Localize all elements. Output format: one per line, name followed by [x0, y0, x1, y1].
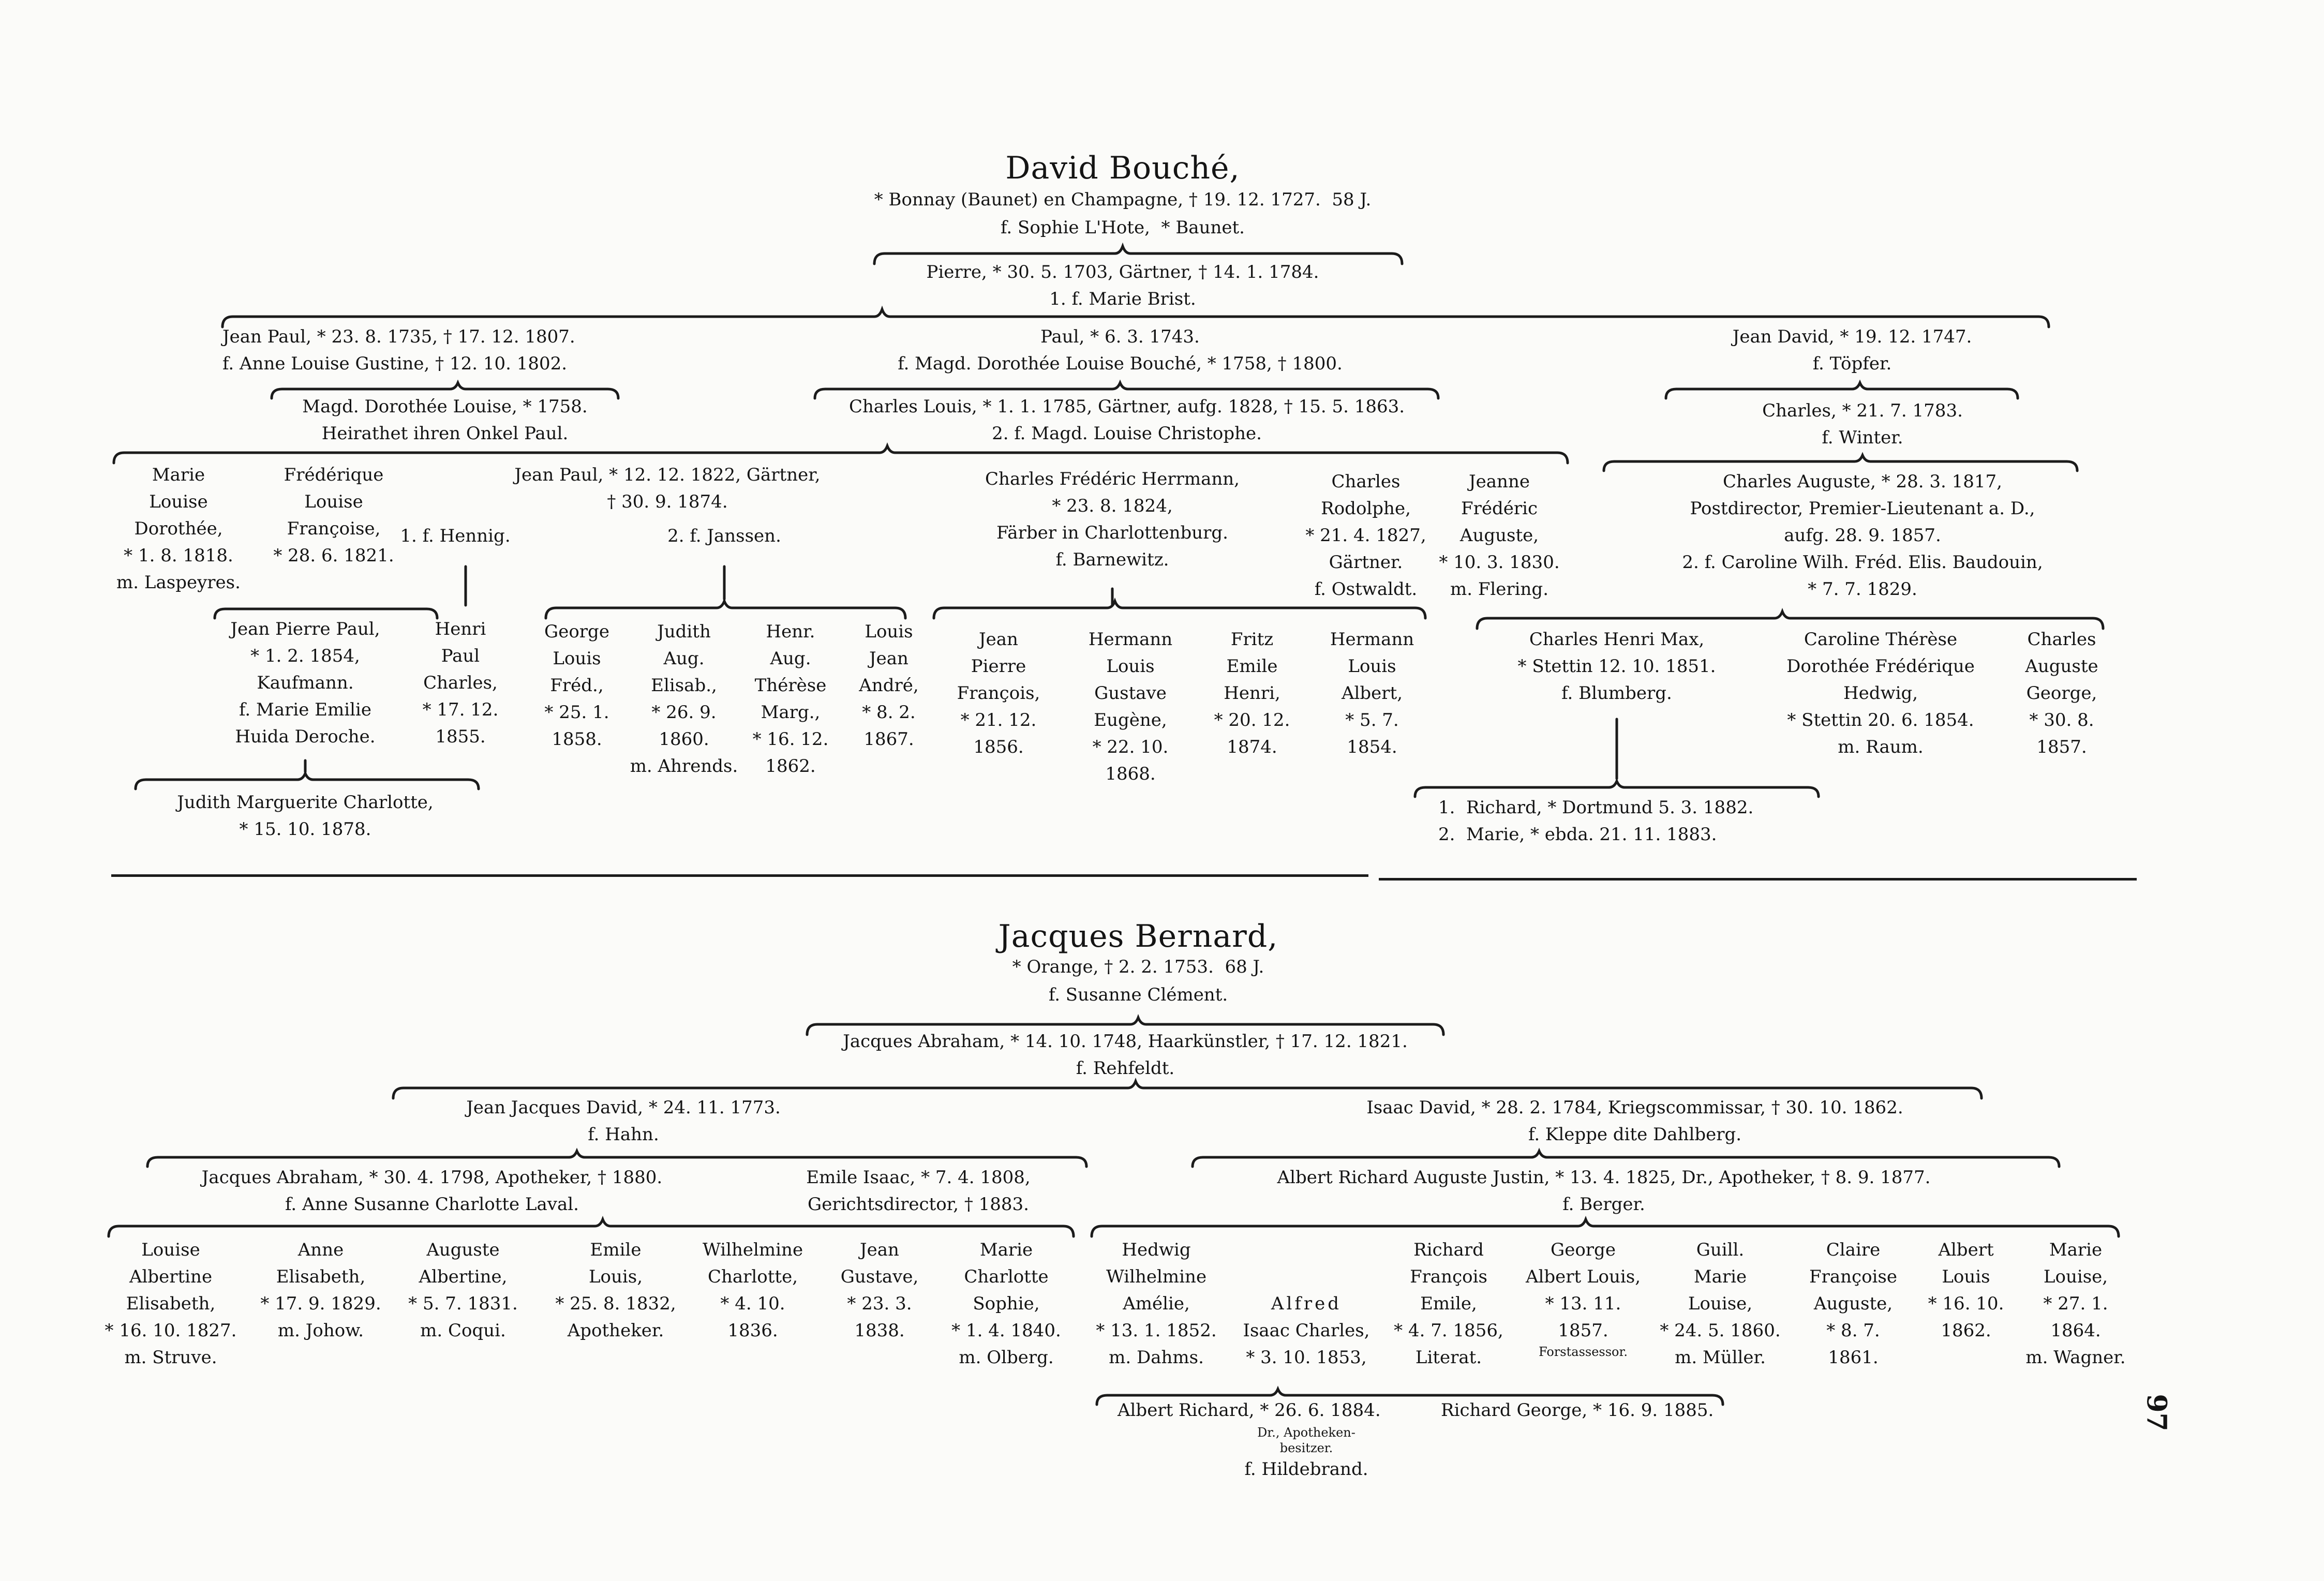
- entry-fritz: Fritz Emile Henri, * 20. 12. 1874.: [1214, 629, 1290, 757]
- founder-birth-line: * Bonnay (Baunet) en Champagne, † 19. 12. 1727. 58 J.: [874, 189, 1372, 210]
- entry-hermann-louis-albert: Hermann Louis Albert, * 5. 7. 1854.: [1330, 629, 1414, 757]
- entry-charles-auguste-george: Charles Auguste George, * 30. 8. 1857.: [2025, 629, 2098, 757]
- entry-charles-rodolphe: Charles Rodolphe, * 21. 4. 1827, Gärtner. f. Ostwaldt.: [1305, 471, 1426, 600]
- entry-henr-aug: Henr. Aug. Thérèse Marg., * 16. 12. 1862.: [752, 621, 829, 777]
- entry-pierre: Pierre, * 30. 5. 1703, Gärtner, † 14. 1. 1784. 1. f. Marie Brist.: [926, 262, 1319, 309]
- family-title-bouche: David Bouché,: [1005, 150, 1240, 186]
- page-number: 97: [2140, 1394, 2172, 1431]
- entry-claire: Claire Françoise Auguste, * 8. 7. 1861.: [1809, 1240, 1897, 1368]
- entry-albert-richard-justin: Albert Richard Auguste Justin, * 13. 4. 1825, Dr., Apotheker, † 8. 9. 1877. f. Berger.: [1277, 1167, 1931, 1215]
- entry-jean-jacques-david: Jean Jacques David, * 24. 11. 1773. f. Hahn.: [466, 1097, 781, 1145]
- entry-auguste-albertine: Auguste Albertine, * 5. 7. 1831. m. Coqui.: [408, 1240, 518, 1341]
- entry-alfred: Alfred Isaac Charles, * 3. 10. 1853, Dr., Apotheken- besitzer. f. Hildebrand.: [1243, 1293, 1370, 1480]
- entry-judith-aug: Judith Aug. Elisab., * 26. 9. 1860. m. Ahrends.: [630, 621, 738, 777]
- spouse-janssen: 2. f. Janssen.: [667, 526, 781, 546]
- entry-charles-henri-max: Charles Henri Max, * Stettin 12. 10. 1851. f. Blumberg.: [1517, 629, 1716, 704]
- family-title-bernard: Jacques Bernard,: [998, 918, 1278, 954]
- entry-charles-1783: Charles, * 21. 7. 1783. f. Winter.: [1762, 400, 1963, 448]
- entry-wilhelmine: Wilhelmine Charlotte, * 4. 10. 1836.: [702, 1240, 803, 1341]
- entry-jean-david-1747: Jean David, * 19. 12. 1747. f. Töpfer.: [1732, 326, 1972, 374]
- entry-marie-charlotte: Marie Charlotte Sophie, * 1. 4. 1840. m. Olberg.: [951, 1240, 1061, 1368]
- bernard-birth-line: * Orange, † 2. 2. 1753. 68 J.: [1012, 957, 1264, 977]
- spouse-hennig: 1. f. Hennig.: [400, 526, 511, 546]
- entry-albert-louis: Albert Louis * 16. 10. 1862.: [1928, 1240, 2004, 1341]
- entry-judith-marguerite: Judith Marguerite Charlotte, * 15. 10. 1878.: [177, 792, 434, 840]
- entry-hermann-louis-gustave: Hermann Louis Gustave Eugène, * 22. 10. 1868.: [1088, 629, 1173, 784]
- entry-louis-jean: Louis Jean André, * 8. 2. 1867.: [859, 621, 919, 750]
- entry-jean-pierre-paul: Jean Pierre Paul, * 1. 2. 1854, Kaufmann. f. Marie Emilie Huida Deroche.: [230, 619, 380, 747]
- entry-jacques-abraham-1748: Jacques Abraham, * 14. 10. 1748, Haarkünstler, † 17. 12. 1821. f. Rehfeldt.: [843, 1031, 1408, 1079]
- founder-spouse-line: f. Sophie L'Hote, * Baunet.: [1001, 217, 1245, 238]
- entry-jeanne: Jeanne Frédéric Auguste, * 10. 3. 1830. m. Flering.: [1439, 471, 1560, 600]
- entry-paul-1743: Paul, * 6. 3. 1743. f. Magd. Dorothée Louise Bouché, * 1758, † 1800.: [898, 326, 1343, 374]
- entry-emile-isaac: Emile Isaac, * 7. 4. 1808, Gerichtsdirector, † 1883.: [806, 1167, 1031, 1215]
- entry-guill-marie: Guill. Marie Louise, * 24. 5. 1860. m. Müller.: [1660, 1240, 1781, 1368]
- entry-richard-marie: 1. Richard, * Dortmund 5. 3. 1882. 2. Marie, * ebda. 21. 11. 1883.: [1438, 797, 1754, 845]
- entry-marie-louise: Marie Louise Dorothée, * 1. 8. 1818. m. Laspeyres.: [116, 465, 241, 593]
- entry-jean-gustave: Jean Gustave, * 23. 3. 1838.: [840, 1240, 919, 1341]
- entry-george-albert: George Albert Louis, * 13. 11. 1857. Forstassessor.: [1525, 1240, 1641, 1359]
- entry-henri-paul: Henri Paul Charles, * 17. 12. 1855.: [422, 619, 499, 747]
- bernard-spouse-line: f. Susanne Clément.: [1048, 985, 1228, 1005]
- entry-richard-george-1885: Richard George, * 16. 9. 1885.: [1441, 1400, 1714, 1421]
- entry-frederique: Frédérique Louise Françoise, * 28. 6. 1821.: [273, 465, 394, 566]
- entry-richard-francois: Richard François Emile, * 4. 7. 1856, Literat.: [1394, 1240, 1503, 1368]
- entry-albert-richard-1884: Albert Richard, * 26. 6. 1884.: [1118, 1400, 1381, 1421]
- section-divider-left: [111, 874, 1368, 877]
- entry-jacques-abraham-1798: Jacques Abraham, * 30. 4. 1798, Apotheker, † 1880. f. Anne Susanne Charlotte Laval.: [201, 1167, 663, 1215]
- entry-emile-louis: Emile Louis, * 25. 8. 1832, Apotheker.: [555, 1240, 676, 1341]
- entry-anne-elisabeth: Anne Elisabeth, * 17. 9. 1829. m. Johow.: [260, 1240, 381, 1341]
- section-divider-right: [1379, 878, 2137, 881]
- entry-jean-paul-1735: Jean Paul, * 23. 8. 1735, † 17. 12. 1807. f. Anne Louise Gustine, † 12. 10. 1802.: [222, 326, 575, 374]
- entry-charles-auguste-1817: Charles Auguste, * 28. 3. 1817, Postdirector, Premier-Lieutenant a. D., aufg. 28. 9. 1857. 2. f. Caroline Wilh. Fréd. Elis. Baudouin, * 7. 7. 1829.: [1682, 471, 2043, 600]
- entry-hedwig: Hedwig Wilhelmine Amélie, * 13. 1. 1852. m. Dahms.: [1096, 1240, 1217, 1368]
- entry-magd-dorothee: Magd. Dorothée Louise, * 1758. Heirathet ihren Onkel Paul.: [302, 396, 588, 444]
- entry-charles-louis-1785: Charles Louis, * 1. 1. 1785, Gärtner, aufg. 1828, † 15. 5. 1863. 2. f. Magd. Louise Christophe.: [848, 396, 1405, 444]
- entry-caroline-therese: Caroline Thérèse Dorothée Frédérique Hedwig, * Stettin 20. 6. 1854. m. Raum.: [1786, 629, 1975, 757]
- entry-louise-albertine: Louise Albertine Elisabeth, * 16. 10. 1827. m. Struve.: [105, 1240, 237, 1368]
- entry-marie-louise-1864: Marie Louise, * 27. 1. 1864. m. Wagner.: [2025, 1240, 2126, 1368]
- entry-jean-paul-1822: Jean Paul, * 12. 12. 1822, Gärtner, † 30. 9. 1874.: [514, 465, 821, 512]
- entry-charles-frederic: Charles Frédéric Herrmann, * 23. 8. 1824, Färber in Charlottenburg. f. Barnewitz.: [985, 469, 1240, 570]
- entry-isaac-david: Isaac David, * 28. 2. 1784, Kriegscommissar, † 30. 10. 1862. f. Kleppe dite Dahlberg.: [1366, 1097, 1903, 1145]
- entry-george-louis: George Louis Fréd., * 25. 1. 1858.: [544, 621, 609, 750]
- entry-jean-pierre-francois: Jean Pierre François, * 21. 12. 1856.: [957, 629, 1040, 757]
